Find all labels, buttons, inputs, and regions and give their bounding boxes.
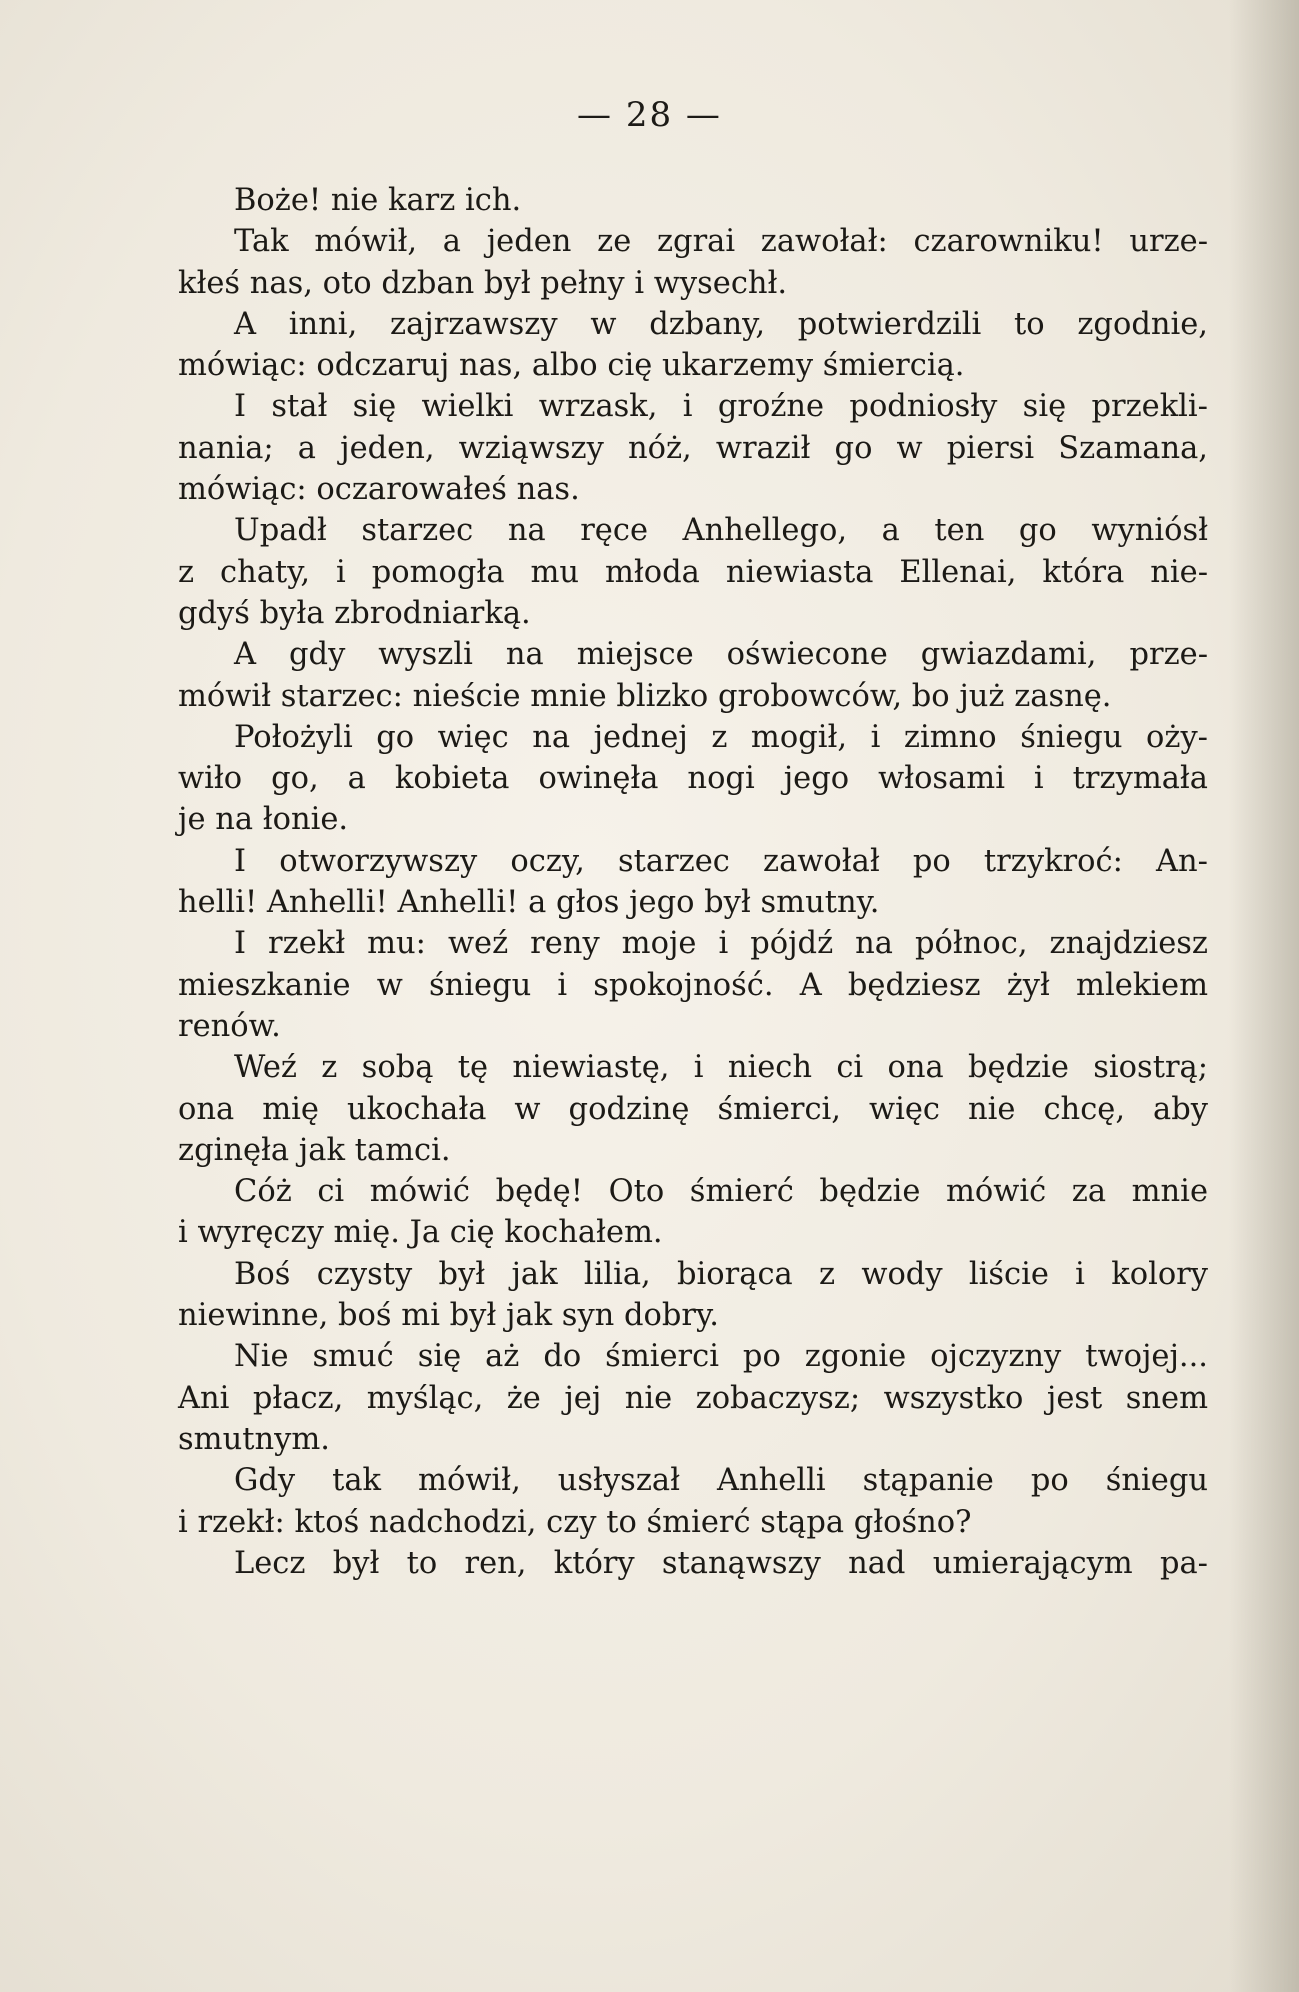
paragraph — [178, 923, 1208, 1047]
text-line: Boś czysty był jak lilia, biorąca z wody liście i kolory — [234, 1256, 1208, 1292]
text-line: Upadł starzec na ręce Anhellego, a ten go wyniósł — [234, 513, 1208, 549]
page-text — [178, 180, 1208, 1584]
text-line: z chaty, i pomogła mu młoda niewiasta Ellenai, która nie- — [178, 554, 1208, 590]
paragraph — [178, 634, 1208, 717]
text-line: I stał się wielki wrzask, i groźne podniosły się przekli- — [234, 389, 1208, 425]
paragraph — [178, 221, 1208, 304]
text-line: Lecz był to ren, który stanąwszy nad umierającym pa- — [234, 1545, 1208, 1581]
text-line: Weź z sobą tę niewiastę, i niech ci ona będzie siostrą; — [234, 1050, 1208, 1086]
paragraph — [178, 717, 1208, 841]
paragraph — [178, 1171, 1208, 1254]
text-line: A inni, zajrzawszy w dzbany, potwierdzili to zgodnie, — [234, 306, 1208, 342]
text-line: zginęła jak tamci. — [178, 1132, 451, 1168]
text-line: helli! Anhelli! Anhelli! a głos jego był smutny. — [178, 885, 880, 921]
page-binding-shadow — [1229, 0, 1299, 1992]
text-line: Nie smuć się aż do śmierci po zgonie ojczyzny twojej... — [234, 1339, 1208, 1375]
paragraph — [178, 1460, 1208, 1543]
text-line: i rzekł: ktoś nadchodzi, czy to śmierć stąpa głośno? — [178, 1504, 972, 1540]
text-line: Położyli go więc na jednej z mogił, i zimno śniegu oży- — [234, 719, 1208, 755]
text-line: Tak mówił, a jeden ze zgrai zawołał: czarowniku! urze- — [234, 224, 1208, 260]
paragraph — [178, 1543, 1208, 1584]
text-line: A gdy wyszli na miejsce oświecone gwiazdami, prze- — [234, 637, 1208, 673]
text-line: kłeś nas, oto dzban był pełny i wysechł. — [178, 265, 788, 301]
paragraph — [178, 510, 1208, 634]
text-line: mówiąc: odczaruj nas, albo cię ukarzemy śmiercią. — [178, 348, 965, 384]
page-number: — 28 — — [577, 95, 722, 135]
text-line: gdyś była zbrodniarką. — [178, 595, 531, 631]
text-line: renów. — [178, 1008, 281, 1044]
text-line: mieszkanie w śniegu i spokojność. A będziesz żył mlekiem — [178, 967, 1208, 1003]
paragraph — [178, 1336, 1208, 1460]
text-line: Gdy tak mówił, usłyszał Anhelli stąpanie po śniegu — [234, 1463, 1208, 1499]
text-line: mówiąc: oczarowałeś nas. — [178, 472, 580, 508]
text-line: Boże! nie karz ich. — [234, 183, 522, 218]
paragraph — [178, 1047, 1208, 1171]
text-line: je na łonie. — [178, 802, 349, 838]
paragraph — [178, 841, 1208, 924]
text-line: niewinne, boś mi był jak syn dobry. — [178, 1298, 719, 1334]
paragraph — [178, 1254, 1208, 1337]
text-line: nania; a jeden, wziąwszy nóż, wraził go w piersi Szamana, — [178, 430, 1208, 466]
text-line: Ani płacz, myśląc, że jej nie zobaczysz; wszystko jest snem — [178, 1380, 1208, 1416]
text-line: ona mię ukochała w godzinę śmierci, więc nie chcę, aby — [178, 1091, 1208, 1127]
text-line: smutnym. — [178, 1421, 330, 1457]
paragraph — [178, 386, 1208, 510]
text-line: mówił starzec: nieście mnie blizko grobowców, bo już zasnę. — [178, 678, 1112, 714]
paragraph — [178, 180, 1208, 221]
text-line: I otworzywszy oczy, starzec zawołał po trzykroć: An- — [234, 843, 1208, 879]
text-line: Cóż ci mówić będę! Oto śmierć będzie mówić za mnie — [234, 1174, 1208, 1210]
paragraph — [178, 304, 1208, 387]
text-line: I rzekł mu: weź reny moje i pójdź na północ, znajdziesz — [234, 926, 1208, 962]
text-line: wiło go, a kobieta owinęła nogi jego włosami i trzymała — [178, 761, 1208, 797]
text-line: i wyręczy mię. Ja cię kochałem. — [178, 1215, 663, 1251]
